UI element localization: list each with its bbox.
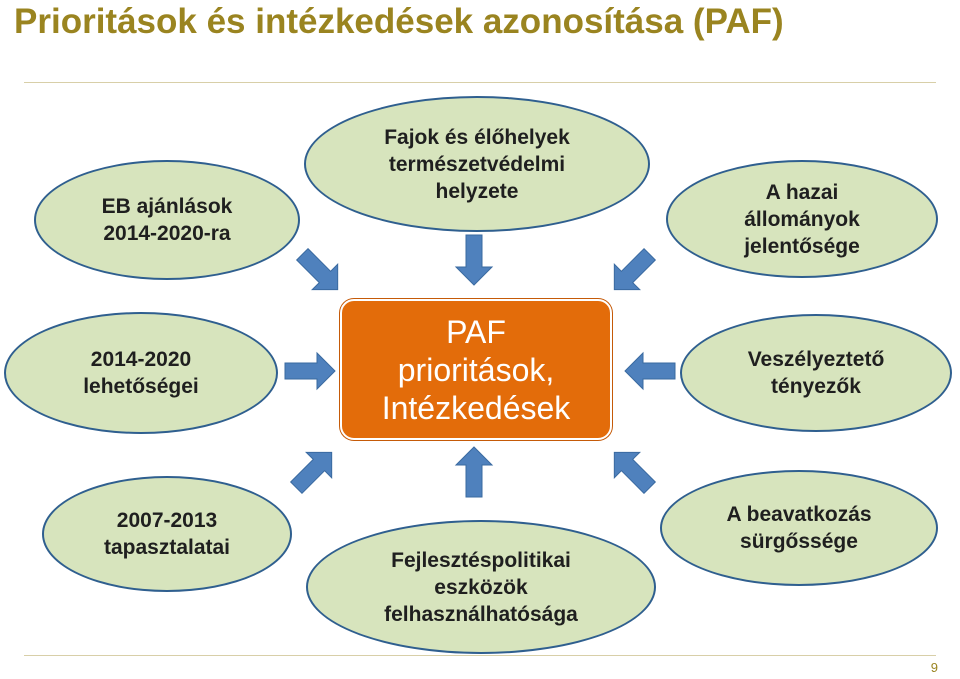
oval-veszelyezteto-label: Veszélyeztető tényezők	[747, 348, 885, 398]
oval-fejlesztespolitikai	[306, 520, 656, 654]
footer-divider	[24, 655, 936, 656]
oval-lehetosegei	[4, 312, 278, 434]
oval-veszelyezteto	[680, 314, 952, 432]
paf-center-label: PAF prioritások, Intézkedések	[381, 313, 571, 426]
oval-lehetosegei-label: 2014-2020 lehetőségei	[83, 348, 199, 398]
oval-tapasztalatai-label: 2007-2013 tapasztalatai	[103, 509, 231, 559]
oval-fajok-elohelyek-label: Fajok és élőhelyek természetvédelmi helyzete	[384, 125, 570, 203]
slide-title: Prioritások és intézkedések azonosítása (PAF)	[14, 2, 784, 41]
oval-tapasztalatai	[42, 476, 292, 592]
oval-fejlesztespolitikai-label: Fejlesztéspolitikai eszközök felhasználhatósága	[384, 548, 578, 626]
oval-beavatkozas-label: A beavatkozás sürgőssége	[726, 503, 872, 553]
oval-hazai-allomanyok-label: A hazai állományok jelentősége	[744, 180, 860, 258]
arrow-from-right	[625, 353, 675, 389]
oval-hazai-allomanyok	[666, 160, 938, 278]
arrow-from-bottom	[456, 447, 492, 497]
oval-eb-ajanlasok	[34, 160, 300, 280]
page-number: 9	[930, 660, 938, 675]
oval-eb-ajanlasok-label: EB ajánlások 2014-2020-ra	[101, 195, 233, 245]
oval-fajok-elohelyek	[304, 96, 650, 232]
arrow-from-top-left	[290, 242, 351, 303]
arrow-from-top-right	[602, 242, 663, 303]
paf-center-box	[340, 299, 612, 440]
arrow-from-left	[285, 353, 335, 389]
arrow-from-bottom-right	[602, 440, 663, 501]
arrow-from-bottom-left	[284, 440, 345, 501]
oval-beavatkozas	[660, 470, 938, 586]
arrow-from-top	[456, 235, 492, 285]
